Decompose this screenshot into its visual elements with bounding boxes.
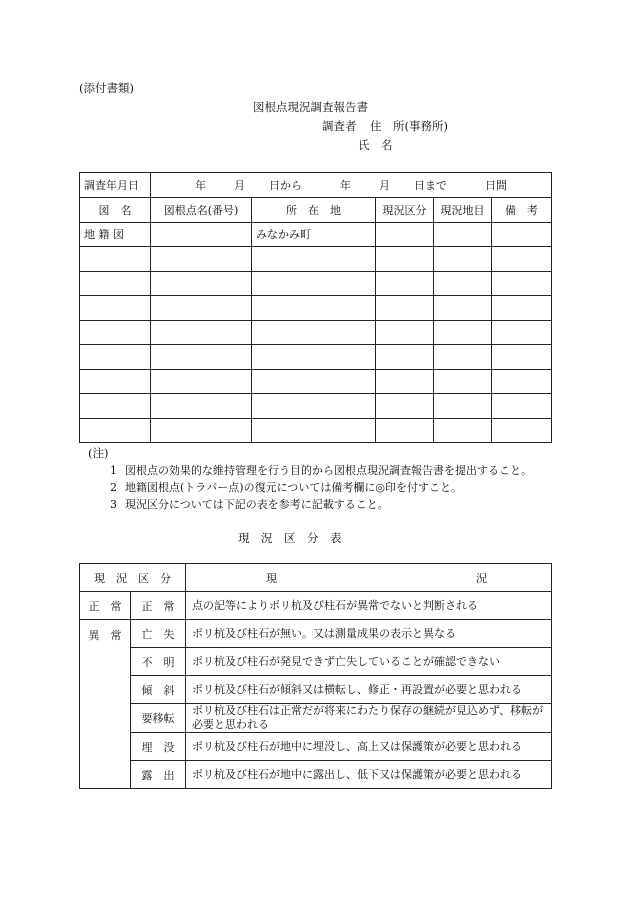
status-sub: 露 出 [131,761,186,789]
address-label: 住 所(事務所) [370,119,448,133]
survey-cell[interactable] [492,418,552,443]
status-desc: ポリ杭及び柱石が無い。又は測量成果の表示と異なる [186,620,552,648]
status-group-normal: 正 常 [80,592,131,620]
survey-cell[interactable] [151,247,252,272]
survey-cell[interactable] [151,345,252,370]
survey-cell[interactable] [252,296,376,321]
date-month-1: 月 [234,179,245,192]
status-header-right: 況 [476,571,487,585]
table-row [80,418,552,443]
table-row [80,320,552,345]
status-sub: 要移転 [131,704,186,733]
status-desc: ポリ杭及び柱石が発見できず亡失していることが確認できない [186,648,552,676]
status-row-abnormal [80,648,552,676]
notes-heading: (注) [88,446,109,460]
status-row-abnormal [80,676,552,704]
document-title: 図根点現況調査報告書 [253,100,368,114]
date-month-2: 月 [379,179,390,192]
note-number: 1 [110,464,117,477]
survey-cell[interactable] [376,369,434,394]
survey-cell[interactable] [151,296,252,321]
survey-cell[interactable] [376,394,434,419]
survey-cell[interactable] [492,369,552,394]
survey-cell[interactable] [80,296,151,321]
table-row [80,369,552,394]
survey-cell[interactable] [80,418,151,443]
status-table-title: 現 況 区 分 表 [238,531,342,545]
survey-cell[interactable] [151,320,252,345]
note-text: 地籍図根点(トラバー点)の復元については備考欄に◎印を付すこと。 [125,481,462,494]
status-desc: ポリ杭及び柱石が傾斜又は横転し、修正・再設置が必要と思われる [186,676,552,704]
survey-cell[interactable] [151,222,252,247]
investigator-label: 調査者 [322,119,357,133]
table-row [80,247,552,272]
survey-cell[interactable] [151,418,252,443]
survey-header-cell: 備 考 [492,198,552,223]
status-sub-normal: 正 常 [131,592,186,620]
survey-cell[interactable] [492,345,552,370]
status-header-left: 現 [266,571,277,585]
status-header-row [80,564,552,592]
survey-cell[interactable] [80,320,151,345]
survey-header-cell: 図根点名(番号) [151,198,252,223]
status-sub: 埋 没 [131,733,186,761]
survey-cell[interactable] [80,247,151,272]
date-from: 日から [269,179,302,192]
survey-cell[interactable] [80,271,151,296]
survey-cell[interactable] [434,271,492,296]
survey-cell[interactable] [252,271,376,296]
survey-cell[interactable] [434,394,492,419]
status-group-abnormal: 異 常 [80,620,131,789]
survey-cell[interactable] [492,394,552,419]
status-sub: 傾 斜 [131,676,186,704]
survey-cell[interactable] [80,345,151,370]
table-row [80,271,552,296]
status-row-abnormal [80,733,552,761]
survey-cell[interactable] [252,345,376,370]
survey-cell[interactable] [376,247,434,272]
survey-cell[interactable] [80,369,151,394]
date-year-2: 年 [340,179,351,192]
note-item [96,479,556,496]
note-number: 2 [110,481,117,494]
survey-cell[interactable] [492,271,552,296]
survey-header-cell: 現況区分 [376,198,434,223]
survey-cell[interactable]: みなかみ町 [252,222,376,247]
survey-cell[interactable] [151,271,252,296]
survey-cell[interactable] [492,247,552,272]
survey-cell[interactable] [151,394,252,419]
survey-cell[interactable] [376,418,434,443]
survey-cell[interactable] [252,320,376,345]
status-desc: ポリ杭及び柱石が地中に埋没し、高上又は保護策が必要と思われる [186,733,552,761]
survey-date-label: 調査年月日 [80,173,151,198]
survey-cell[interactable] [376,271,434,296]
survey-table [79,172,552,443]
status-header-class: 現 況 区 分 [80,564,186,592]
survey-cell[interactable] [434,320,492,345]
note-number: 3 [110,498,117,511]
status-row-abnormal [80,704,552,733]
table-row [80,345,552,370]
survey-cell[interactable] [492,222,552,247]
note-item [96,462,556,479]
survey-cell[interactable] [252,418,376,443]
notes-list [96,462,556,513]
status-sub: 亡 失 [131,620,186,648]
table-row [80,394,552,419]
table-row [80,222,552,247]
survey-cell[interactable] [376,320,434,345]
survey-cell[interactable] [434,418,492,443]
survey-date-row [80,173,552,198]
status-row-abnormal [80,761,552,789]
note-text: 図根点の効果的な維持管理を行う目的から図根点現況調査報告書を提出すること。 [125,464,532,477]
table-row [80,296,552,321]
survey-header-row [80,198,552,223]
survey-cell[interactable] [252,247,376,272]
survey-cell[interactable] [492,296,552,321]
survey-header-cell: 図 名 [80,198,151,223]
survey-header-cell: 現況地目 [434,198,492,223]
survey-cell[interactable] [434,247,492,272]
status-row-abnormal [80,620,552,648]
status-header-status [186,564,552,592]
status-desc: ポリ杭及び柱石は正常だが将来にわたり保存の継続が見込めず、移転が必要と思われる [186,704,552,733]
survey-cell[interactable] [80,394,151,419]
status-sub: 不 明 [131,648,186,676]
survey-cell[interactable] [376,222,434,247]
survey-cell[interactable] [151,369,252,394]
survey-cell[interactable] [434,345,492,370]
survey-cell[interactable] [492,320,552,345]
survey-cell[interactable]: 地 籍 図 [80,222,151,247]
status-row-normal [80,592,552,620]
survey-cell[interactable] [252,369,376,394]
survey-cell[interactable] [376,296,434,321]
survey-cell[interactable] [252,394,376,419]
survey-date-cell[interactable] [151,173,552,198]
survey-cell[interactable] [434,369,492,394]
status-desc-normal: 点の記等によりポリ杭及び柱石が異常でないと判断される [186,592,552,620]
date-until: 日まで [414,179,447,192]
status-table [79,563,552,789]
note-item [96,496,556,513]
date-year-1: 年 [195,179,206,192]
survey-header-cell: 所 在 地 [252,198,376,223]
status-desc: ポリ杭及び柱石が地中に露出し、低下又は保護策が必要と思われる [186,761,552,789]
name-label: 氏 名 [358,138,393,152]
survey-cell[interactable] [434,296,492,321]
survey-cell[interactable] [376,345,434,370]
note-text: 現況区分については下記の表を参考に記載すること。 [125,498,389,511]
survey-cell[interactable] [434,222,492,247]
date-days: 日間 [485,179,507,192]
attachment-label: (添付書類) [79,81,134,95]
